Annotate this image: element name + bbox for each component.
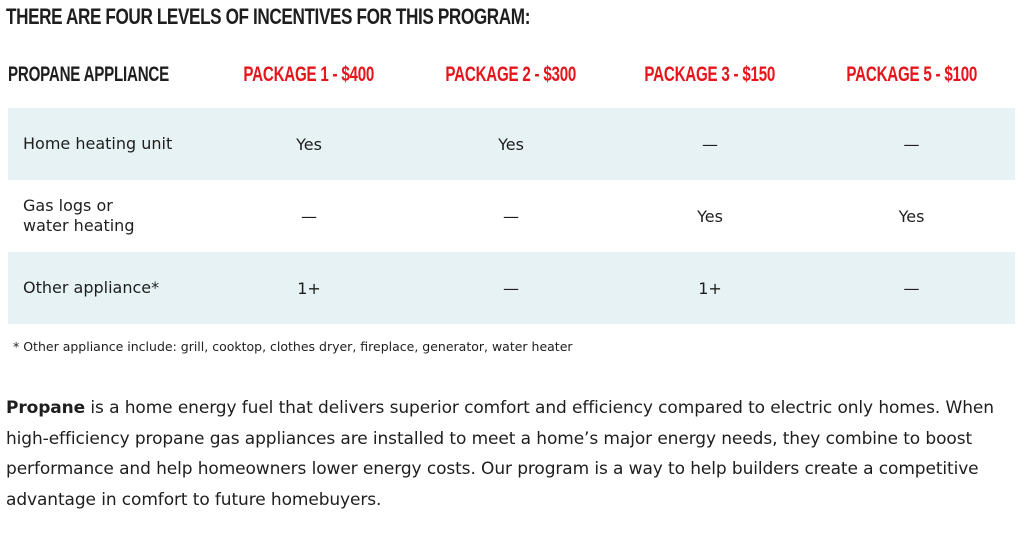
table-cell: — [808,252,1015,324]
header-package-3: PACKAGE 3 - $150 [644,63,776,86]
table-cell: — [503,206,519,226]
table-row [8,252,1015,324]
table-cell: — [808,108,1015,180]
header-propane-appliance: PROPANE APPLIANCE [8,63,169,86]
table-cell: Yes [697,206,723,226]
incentives-table [8,42,1015,324]
page-heading: THERE ARE FOUR LEVELS OF INCENTIVES FOR THIS PROGRAM: [6,4,531,29]
header-package-2: PACKAGE 2 - $300 [445,63,577,86]
table-cell: Yes [898,206,925,226]
header-package-5: PACKAGE 5 - $100 [846,63,977,86]
table-cell: — [301,206,317,226]
table-cell: Yes [410,108,612,180]
footnote: * Other appliance include: grill, cooktop, clothes dryer, fireplace, generator, water heater [13,339,573,354]
table-header-row [8,42,1015,108]
paragraph-text: is a home energy fuel that delivers superior comfort and efficiency compared to electric only homes. When high-efficiency propane gas appliances are installed to meet a home’s major energy needs, they combine to boost performance and help homeowners lower energy costs. Our program is a way to help builders create a competitive advantage in comfort to future homebuyers. [6,398,994,510]
header-package-1: PACKAGE 1 - $400 [243,63,375,86]
table-cell: 1+ [612,252,808,324]
row-label: Home heating unit [8,108,208,180]
description-paragraph [6,393,1018,515]
row-label: Gas logs or water heating [23,196,135,235]
table-row [8,180,1015,252]
table-cell: — [410,252,612,324]
table-cell: 1+ [208,252,410,324]
row-label: Other appliance* [8,252,208,324]
table-cell: Yes [208,108,410,180]
table-row [8,108,1015,180]
table-cell: — [612,108,808,180]
propane-bold: Propane [6,398,86,418]
